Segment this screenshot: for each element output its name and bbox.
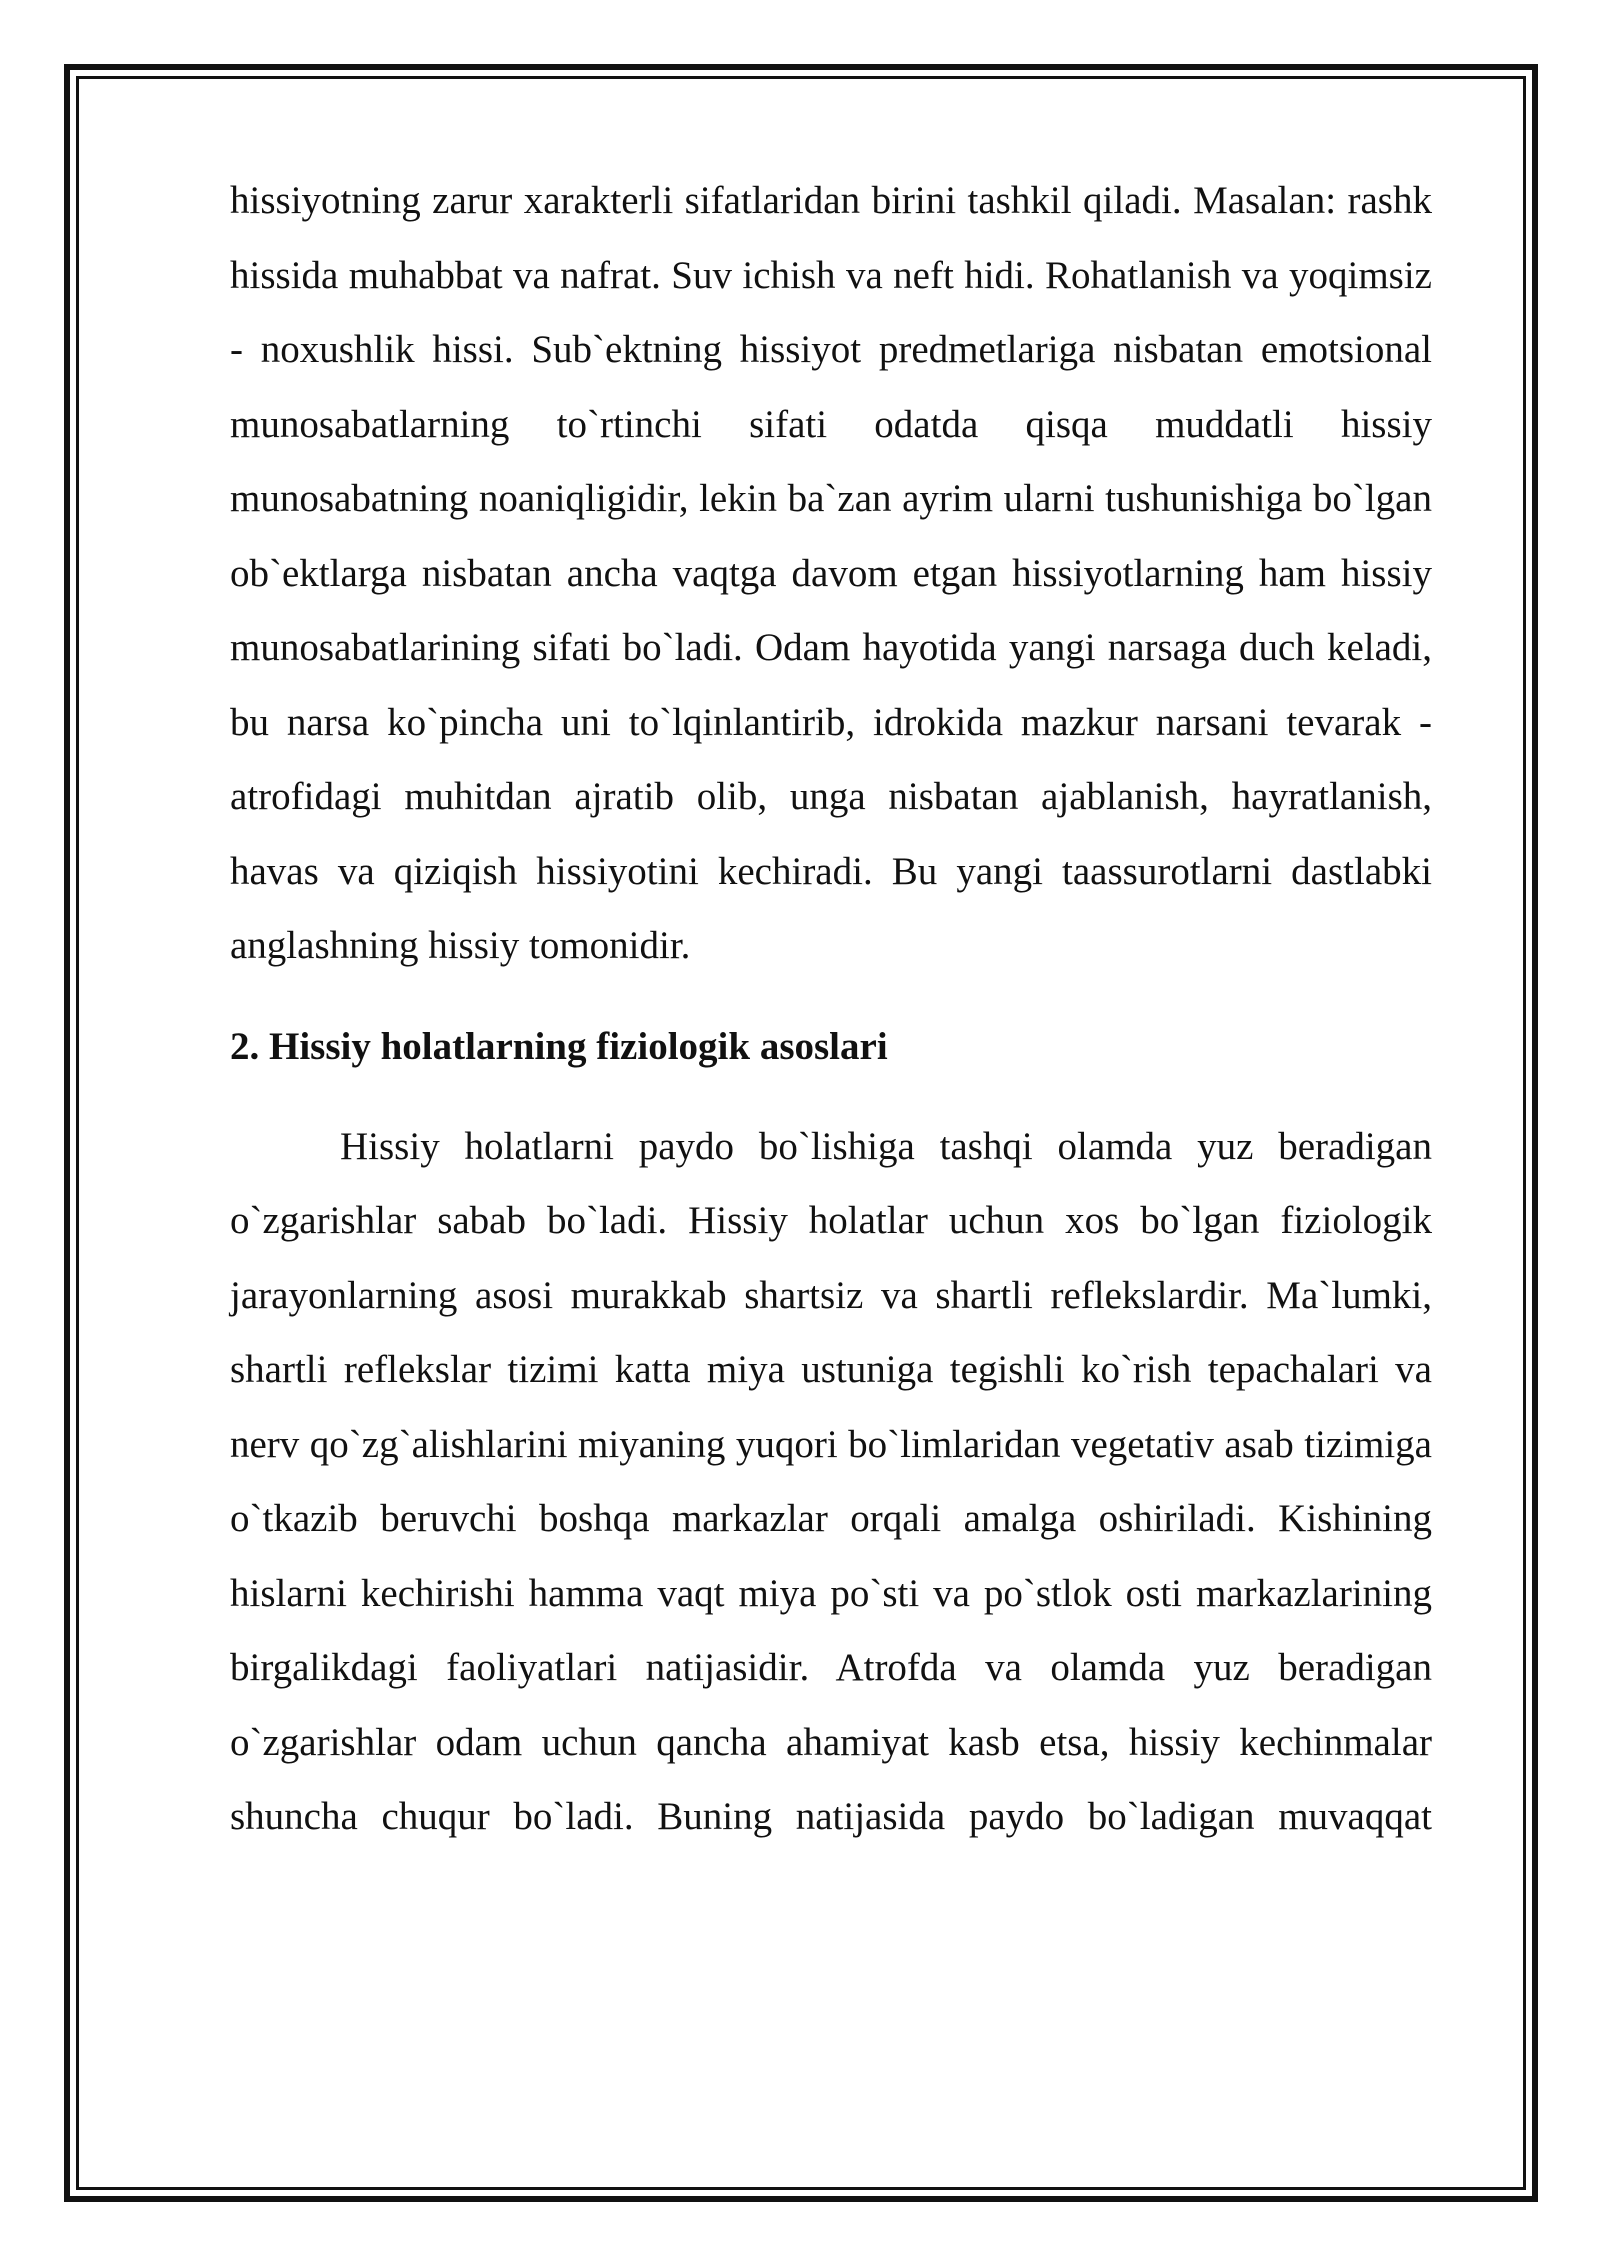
- section-heading: 2. Hissiy holatlarning fiziologik asoslari: [230, 1024, 888, 1068]
- body-paragraph-2: Hissiy holatlarni paydo bo`lishiga tashqi olamda yuz beradigan o`zgarishlar sabab bo`ladi. Hissiy holatlar uchun xos bo`lgan fiziologik jarayonlarning asosi murakkab shartsiz va shartli reflekslardir. Ma`lumki, shartli reflekslar tizimi katta miya ustuniga tegishli ko`rish tepachalari va nerv qo`zg`alishlarini miyaning yuqori bo`limlaridan vegetativ asab tizimiga o`tkazib beruvchi boshqa markazlar orqali amalga oshiriladi. Kishining hislarni kechirishi hamma vaqt miya po`sti va po`stlok osti markazlarining birgalikdagi faoliyatlari natijasidir. Atrofda va olamda yuz beradigan o`zgarishlar odam uchun qancha ahamiyat kasb etsa, hissiy kechinmalar shuncha chuqur bo`ladi. Buning natijasida paydo bo`ladigan muvaqqat: [230, 1124, 1432, 1838]
- body-paragraph-1: hissiyotning zarur xarakterli sifatlaridan birini tashkil qiladi. Masalan: rashk hissida muhabbat va nafrat. Suv ichish va neft hidi. Rohatlanish va yoqimsiz - noxushlik hissi. Sub`ektning hissiyot predmetlariga nisbatan emotsional munosabatlarning to`rtinchi sifati odatda qisqa muddatli hissiy munosabatning noaniqligidir, lekin ba`zan ayrim ularni tushunishiga bo`lgan ob`ektlarga nisbatan ancha vaqtga davom etgan hissiyotlarning ham hissiy munosabatlarining sifati bo`ladi. Odam hayotida yangi narsaga duch keladi, bu narsa ko`pincha uni to`lqinlantirib, idrokida mazkur narsani tevarak - atrofidagi muhitdan ajratib olib, unga nisbatan ajablanish, hayratlanish, havas va qiziqish hissiyotini kechiradi. Bu yangi taassurotlarni dastlabki anglashning hissiy tomonidir.: [230, 179, 1432, 967]
- page-body: [230, 164, 1432, 1855]
